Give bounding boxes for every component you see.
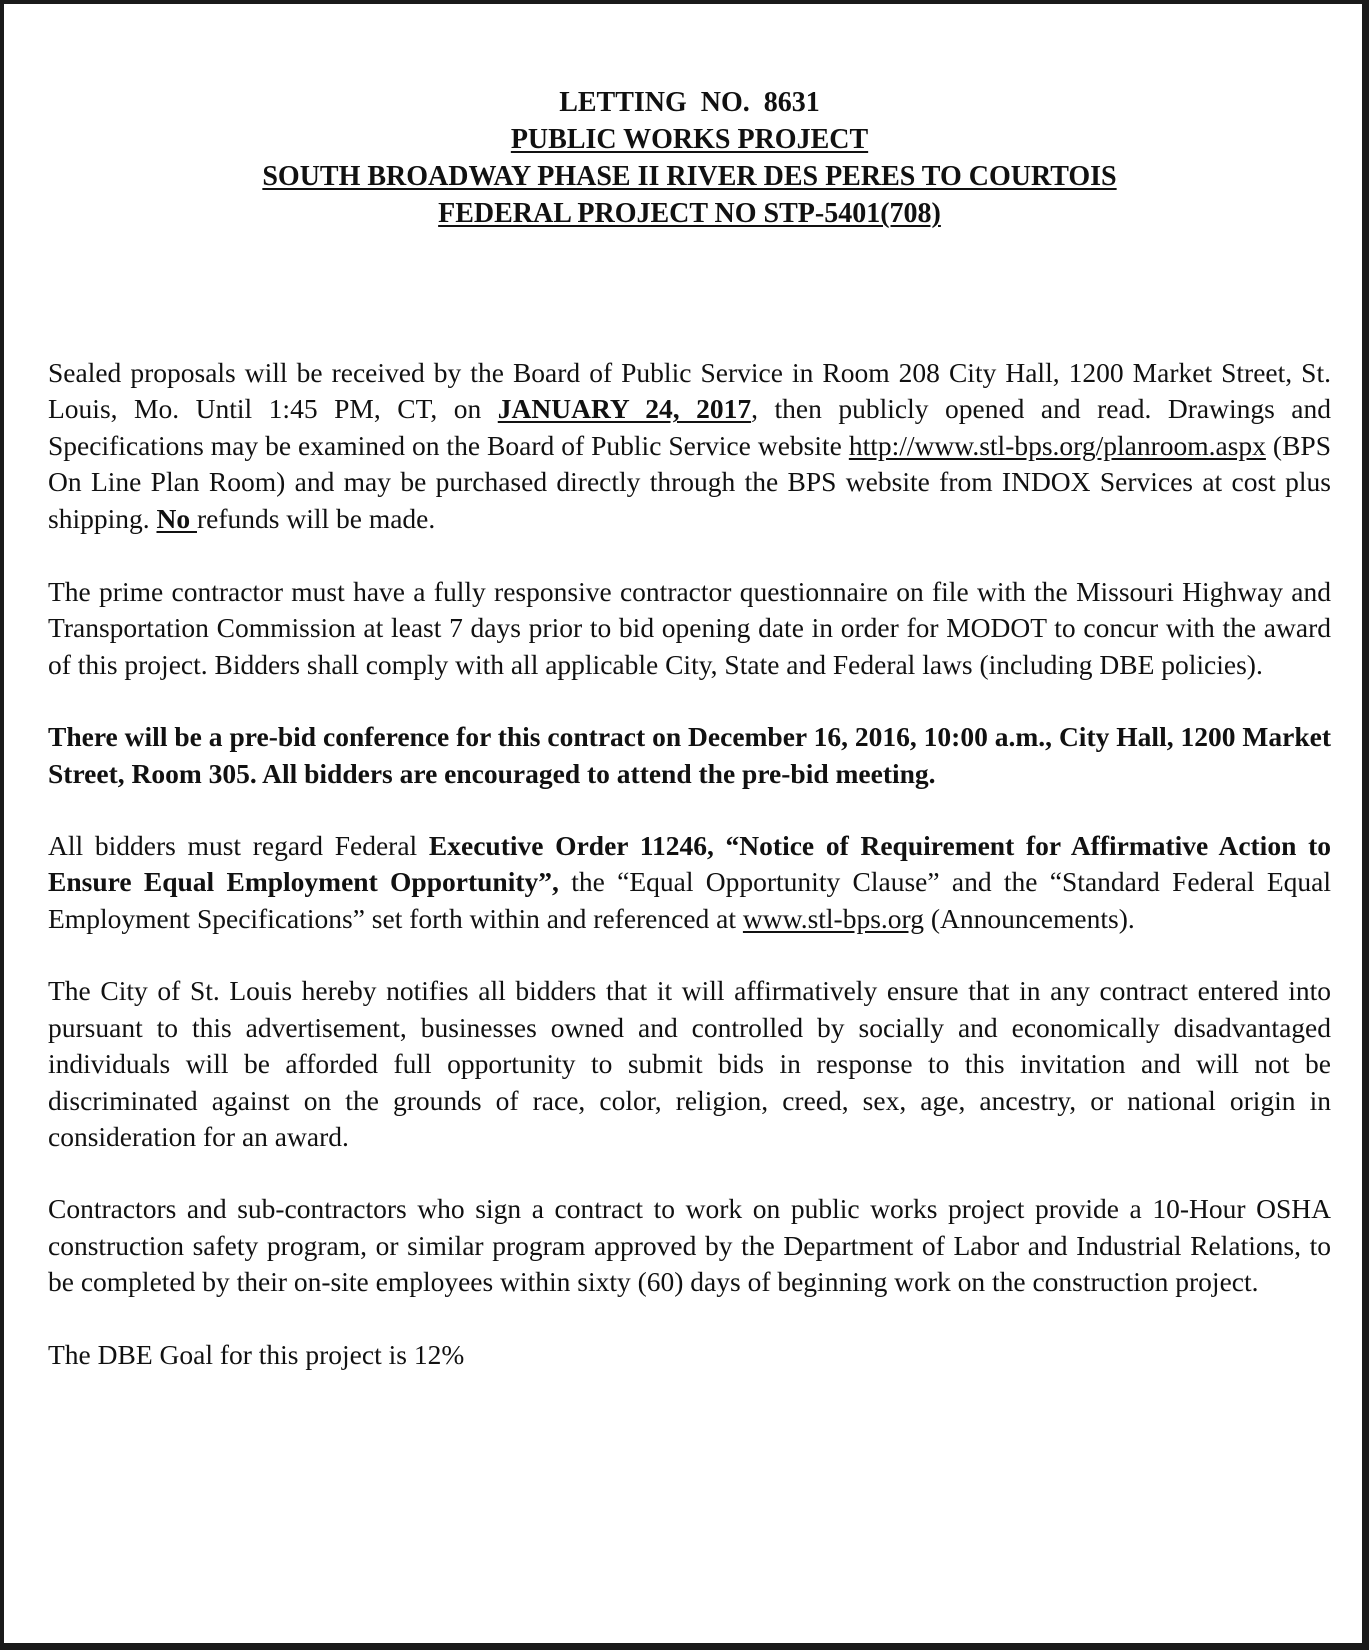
no-refunds-emphasis: No — [156, 502, 197, 534]
proposals-text-b: , then publicly opened and read. Drawings and Specifications may be examined on the Board of Public Service website — [48, 393, 1332, 461]
pre-bid-conference-paragraph: There will be a pre-bid conference for this contract on December 16, 2016, 10:00 a.m., City Hall, 1200 Market Street, Room 305. All bidders are encouraged to attend the pre-bid meeting. — [48, 721, 1331, 789]
proposals-text-c: (BPS On Line Plan Room) and may be purchased directly through the BPS website from INDOX Services at cost plus shipping. — [48, 429, 1331, 534]
executive-order-title: Executive Order 11246, “Notice of Requirement for Affirmative Action to Ensure Equal Employment Opportunity”, — [48, 830, 1332, 898]
planroom-link[interactable]: http://www.stl-bps.org/planroom.aspx — [848, 429, 1266, 461]
bps-website-link[interactable]: www.stl-bps.org — [742, 902, 924, 934]
letting-number: LETTING NO. 8631 — [559, 87, 820, 118]
federal-project-number: FEDERAL PROJECT NO STP-5401(708) — [438, 198, 941, 229]
document-body — [48, 84, 1331, 1373]
proposals-paragraph — [48, 355, 1331, 537]
executive-order-paragraph — [48, 828, 1331, 937]
osha-paragraph: Contractors and sub-contractors who sign a contract to work on public works project provide a 10-Hour OSHA construction safety program, or similar program approved by the Department of Labor and Industrial Relations, to be completed by their on-site employees within sixty (60) days of beginning work on the construction project. — [48, 1193, 1331, 1298]
dbe-goal-paragraph: The DBE Goal for this project is 12% — [48, 1338, 465, 1370]
contractor-questionnaire-paragraph: The prime contractor must have a fully responsive contractor questionnaire on file with the Missouri Highway and Transportation Commission at least 7 days prior to bid opening date in order for MODOT to concur with the award of this project. Bidders shall comply with all applicable City, State and Federal laws (including DBE policies). — [48, 576, 1331, 680]
proposals-text-a: Sealed proposals will be received by the Board of Public Service in Room 208 City Hall, 1200 Market Street, St. Louis, Mo. Until 1:45 PM, CT, on — [48, 357, 1331, 425]
nondiscrimination-paragraph: The City of St. Louis hereby notifies all bidders that it will affirmatively ensure that in any contract entered into pursuant to this advertisement, businesses owned and controlled by socially and economically disadvantaged individuals will be afforded full opportunity to submit bids in response to this invitation and will not be discriminated against on the grounds of race, color, religion, creed, sex, age, ancestry, or national origin in consideration for an award. — [48, 975, 1331, 1152]
proposals-text-d: refunds will be made. — [196, 502, 436, 534]
executive-order-text-c: (Announcements). — [923, 902, 1135, 934]
bid-date: JANUARY 24, 2017 — [497, 393, 752, 425]
executive-order-text-a: All bidders must regard Federal — [48, 830, 429, 862]
project-type: PUBLIC WORKS PROJECT — [510, 124, 869, 155]
document-heading — [48, 84, 1331, 232]
executive-order-text-b: the “Equal Opportunity Clause” and the “Standard Federal Equal Employment Specifications” set forth within and referenced at — [48, 866, 1331, 934]
project-title: SOUTH BROADWAY PHASE II RIVER DES PERES TO COURTOIS — [262, 161, 1117, 192]
